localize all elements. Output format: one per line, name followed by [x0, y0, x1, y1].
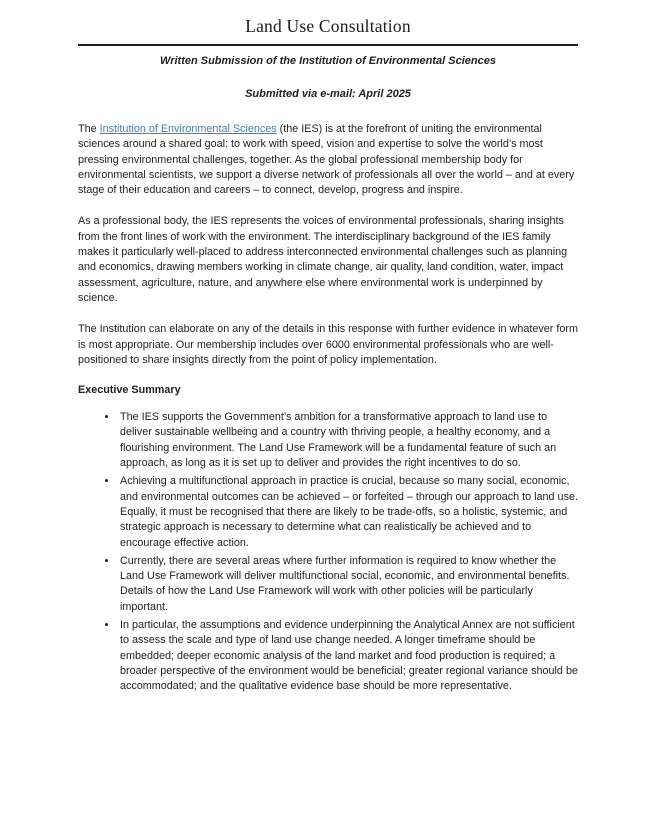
intro-paragraph-1 — [78, 122, 578, 198]
submission-date-line: Submitted via e-mail: April 2025 — [245, 88, 411, 100]
intro-paragraph-1-pre: The — [78, 123, 100, 135]
ies-website-link[interactable]: Institution of Environmental Sciences — [99, 123, 277, 135]
document-subtitle: Written Submission of the Institution of Environmental Sciences — [160, 55, 496, 67]
list-item: • Currently, there are several areas where further information is required to know whether the Land Use Framework will deliver multifunctional social, economic, and environmental benefits. Details of how the Land Use Framework will work with other policies will be particularly important. — [118, 554, 578, 615]
title-rule — [78, 44, 578, 46]
list-item: • Achieving a multifunctional approach in practice is crucial, because so many social, economic, and environmental outcomes can be achieved – or forfeited – through our approach to land use. Equally, it must be recognised that there are likely to be trade-offs, so a holistic, systemic, and strategic approach is necessary to determine what can realistically be achieved and to encourage effective action. — [118, 474, 578, 550]
intro-paragraph-3: The Institution can elaborate on any of the details in this response with further evidence in whatever form is most appropriate. Our membership includes over 6000 environmental professionals who are well-positioned to share insights directly from the point of policy implementation. — [78, 323, 578, 366]
document-title: Land Use Consultation — [245, 16, 411, 36]
intro-paragraph-2: As a professional body, the IES represents the voices of environmental professionals, sharing insights from the front lines of work with the environment. The interdisciplinary background of the IES family makes it particularly well-placed to address interconnected environmental challenges such as planning and economics, drawing members working in climate change, air quality, land condition, water, impact assessment, agriculture, nature, and anywhere else where environmental work is underpinned by science. — [78, 215, 568, 304]
list-item: • The IES supports the Government’s ambition for a transformative approach to land use to deliver sustainable wellbeing and a country with thriving people, a healthy economy, and a flourishing environment. The Land Use Framework will be a fundamental feature of such an approach, as long as it is set up to deliver and provides the right incentives to do so. — [118, 410, 578, 471]
intro-paragraph-1-post: (the IES) is at the forefront of uniting the environmental sciences around a shared goal: to work with speed, vision and expertise to solve the world’s most pressing environmental challenges, together. As the global professional membership body for environmental scientists, we support a diverse network of professionals all over the world – and at every stage of their education and careers – to connect, develop, progress and inspire. — [78, 123, 575, 197]
executive-summary-bullet-list — [78, 410, 578, 694]
executive-summary-heading: Executive Summary — [78, 384, 181, 397]
list-item: • In particular, the assumptions and evidence underpinning the Analytical Annex are not sufficient to assess the scale and type of land use change needed. A longer timeframe should be embedded; deeper economic analysis of the land market and food production is required; a broader perspective of the environment would be beneficial; greater regional variance should be accommodated; and the qualitative evidence base should be more representative. — [118, 618, 578, 694]
